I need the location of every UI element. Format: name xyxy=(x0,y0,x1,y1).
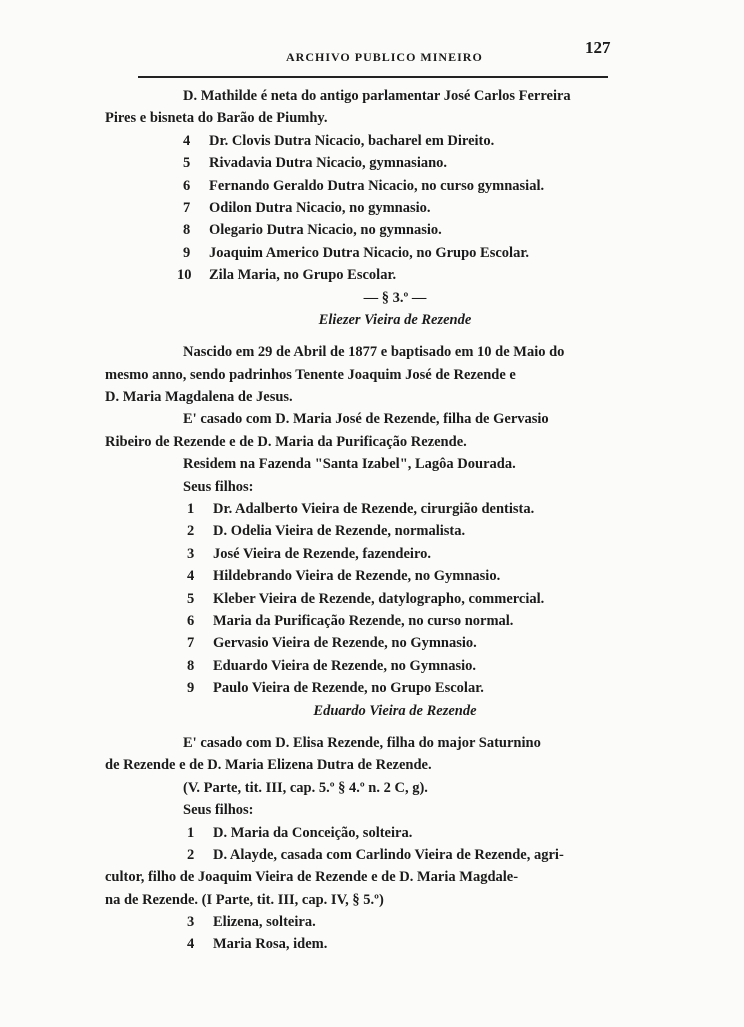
list-item xyxy=(125,543,625,565)
list-text: Zila Maria, no Grupo Escolar. xyxy=(209,267,397,284)
page-header xyxy=(138,38,611,78)
list-number: 4 xyxy=(187,936,195,953)
list-number: 8 xyxy=(183,222,191,239)
text-line: Residem na Fazenda "Santa Izabel", Lagôa Dourada. xyxy=(183,456,516,473)
list-item xyxy=(125,498,625,520)
list-number: 1 xyxy=(187,501,195,518)
list-number: 5 xyxy=(187,590,195,607)
list-text: Paulo Vieira de Rezende, no Grupo Escolar. xyxy=(213,680,484,697)
list-item xyxy=(125,197,625,219)
list-text: Hildebrando Vieira de Rezende, no Gymnasio. xyxy=(213,568,501,585)
list-item xyxy=(125,911,625,933)
list-number: 3 xyxy=(187,545,195,562)
text-line: cultor, filho de Joaquim Vieira de Rezende e de D. Maria Magdale- xyxy=(105,869,519,886)
text-line: de Rezende e de D. Maria Elizena Dutra de Rezende. xyxy=(105,757,432,774)
list-text: Olegario Dutra Nicacio, no gymnasio. xyxy=(209,222,442,239)
list-item xyxy=(125,588,625,610)
list-text: Dr. Clovis Dutra Nicacio, bacharel em Direito. xyxy=(209,132,495,149)
page-body xyxy=(105,85,625,956)
list-text: Gervasio Vieira de Rezende, no Gymnasio. xyxy=(213,635,477,652)
list-item xyxy=(125,610,625,632)
list-number: 1 xyxy=(187,824,195,841)
list-item xyxy=(125,822,625,844)
text-line: E' casado com D. Elisa Rezende, filha do major Saturnino xyxy=(183,734,541,751)
list-text: Fernando Geraldo Dutra Nicacio, no curso gymnasial. xyxy=(209,177,545,194)
list-item xyxy=(125,844,625,866)
list-number: 10 xyxy=(177,267,192,284)
list-item xyxy=(125,219,625,241)
list-item xyxy=(125,565,625,587)
list-number: 9 xyxy=(187,680,195,697)
list-text: D. Maria da Conceição, solteira. xyxy=(213,824,413,841)
list-item xyxy=(125,520,625,542)
list-item xyxy=(125,242,625,264)
list-text: Odilon Dutra Nicacio, no gymnasio. xyxy=(209,199,431,216)
list-text: José Vieira de Rezende, fazendeiro. xyxy=(213,545,431,562)
list-item xyxy=(125,264,625,286)
list-number: 2 xyxy=(187,846,195,863)
list-item xyxy=(125,933,625,955)
text-line: Pires e bisneta do Barão de Piumhy. xyxy=(105,110,328,127)
list-item xyxy=(125,632,625,654)
list-text: Eduardo Vieira de Rezende, no Gymnasio. xyxy=(213,657,477,674)
text-line: D. Maria Magdalena de Jesus. xyxy=(105,389,293,406)
text-line: E' casado com D. Maria José de Rezende, filha de Gervasio xyxy=(183,411,549,428)
text-line: D. Mathilde é neta do antigo parlamentar José Carlos Ferreira xyxy=(183,88,571,104)
section-heading: Eduardo Vieira de Rezende xyxy=(313,702,477,719)
list-text: Rivadavia Dutra Nicacio, gymnasiano. xyxy=(209,155,448,172)
list-text: D. Alayde, casada com Carlindo Vieira de Rezende, agri- xyxy=(213,846,564,863)
list-item xyxy=(125,655,625,677)
list-number: 9 xyxy=(183,244,191,261)
list-number: 6 xyxy=(187,612,195,629)
list-number: 4 xyxy=(187,568,195,585)
list-text: Joaquim Americo Dutra Nicacio, no Grupo Escolar. xyxy=(209,244,530,261)
list-text: Elizena, solteira. xyxy=(213,914,316,931)
text-line: Ribeiro de Rezende e de D. Maria da Purificação Rezende. xyxy=(105,433,467,450)
list-text: Maria da Purificação Rezende, no curso normal. xyxy=(213,612,514,629)
list-item xyxy=(125,175,625,197)
list-number: 7 xyxy=(183,199,191,216)
list-text: Kleber Vieira de Rezende, datylographo, commercial. xyxy=(213,590,545,607)
list-number: 2 xyxy=(187,523,195,540)
list-text: Dr. Adalberto Vieira de Rezende, cirurgião dentista. xyxy=(213,501,535,518)
list-item xyxy=(125,152,625,174)
header-rule xyxy=(138,76,608,78)
text-line: mesmo anno, sendo padrinhos Tenente Joaquim José de Rezende e xyxy=(105,366,516,383)
page-number: 127 xyxy=(585,38,611,57)
text-line: na de Rezende. (I Parte, tit. III, cap. IV, § 5.º) xyxy=(105,891,384,908)
list-number: 5 xyxy=(183,155,191,172)
list-number: 7 xyxy=(187,635,195,652)
list-number: 6 xyxy=(183,177,191,194)
text-line: (V. Parte, tit. III, cap. 5.º § 4.º n. 2 C, g). xyxy=(183,779,428,796)
section-marker: — § 3.º — xyxy=(363,289,427,306)
text-line: Seus filhos: xyxy=(183,802,254,819)
list-number: 8 xyxy=(187,657,195,674)
list-item xyxy=(125,130,625,152)
list-item xyxy=(125,677,625,699)
section-heading: Eliezer Vieira de Rezende xyxy=(318,311,472,328)
text-line: Seus filhos: xyxy=(183,478,254,495)
running-title: ARCHIVO PUBLICO MINEIRO xyxy=(286,50,483,64)
text-line: Nascido em 29 de Abril de 1877 e baptisado em 10 de Maio do xyxy=(183,344,565,361)
list-number: 4 xyxy=(183,132,191,149)
list-text: Maria Rosa, idem. xyxy=(213,936,328,953)
list-text: D. Odelia Vieira de Rezende, normalista. xyxy=(213,523,466,540)
list-number: 3 xyxy=(187,914,195,931)
